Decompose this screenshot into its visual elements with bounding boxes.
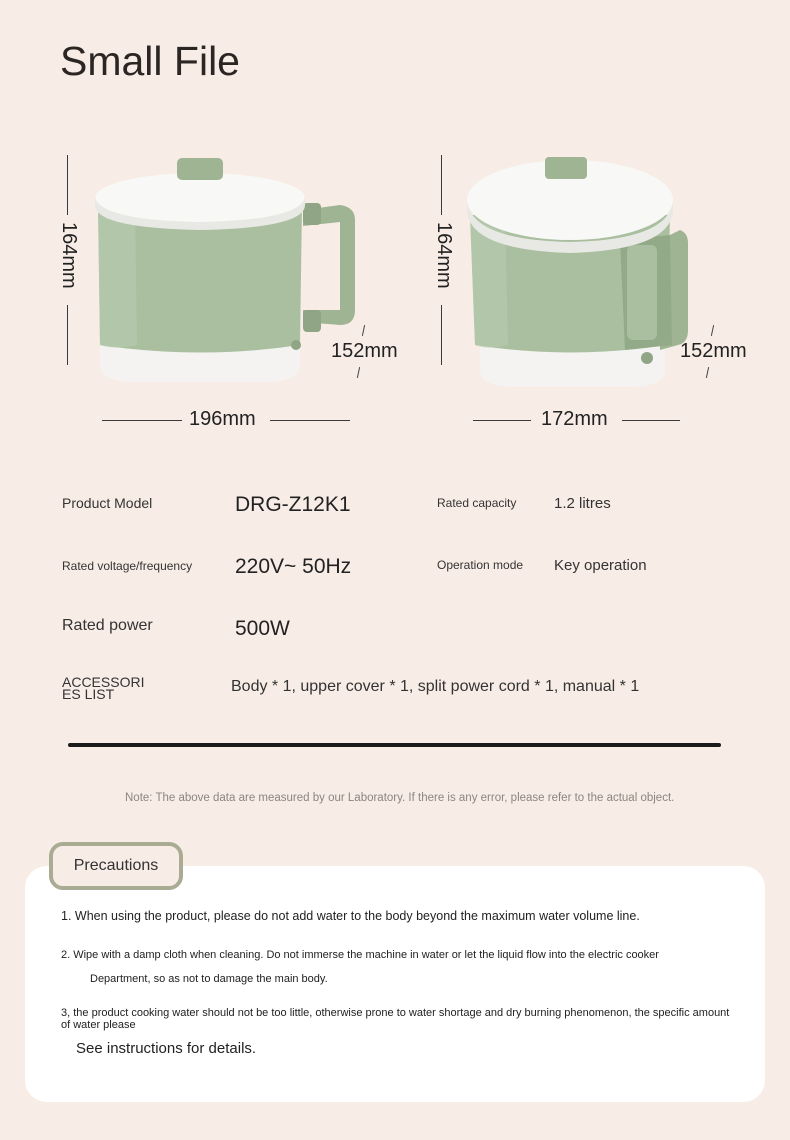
width-line-left-a <box>102 420 182 421</box>
page-title: Small File <box>60 38 240 84</box>
spec-accessories-label: ACCESSORI ES LIST <box>62 674 145 702</box>
spec-voltage-value: 220V~ 50Hz <box>235 555 352 578</box>
width-line-right-b <box>622 420 680 421</box>
height-line-left-top <box>67 155 68 215</box>
precautions-tag: Precautions <box>49 842 183 890</box>
handle-label-left: 152mm <box>331 340 398 362</box>
precaution-item-2-continued: Department, so as not to damage the main body. <box>90 973 328 985</box>
height-line-left-bottom <box>67 305 68 365</box>
cooker-side-view-image <box>430 145 770 440</box>
note-text: Note: The above data are measured by our Laboratory. If there is any error, please refer to the actual object. <box>125 792 675 804</box>
width-label-left: 196mm <box>189 408 256 430</box>
precaution-item-1: 1. When using the product, please do not add water to the body beyond the maximum water volume line. <box>61 909 640 923</box>
spec-operation-value: Key operation <box>554 557 647 574</box>
width-line-left-b <box>270 420 350 421</box>
width-line-right-a <box>473 420 531 421</box>
precaution-item-4: See instructions for details. <box>76 1040 257 1057</box>
handle-label-right: 152mm <box>680 340 747 362</box>
height-line-right-bottom <box>441 305 442 365</box>
divider <box>68 743 721 747</box>
spec-operation-label: Operation mode <box>437 558 524 572</box>
height-label-right: 164mm <box>433 222 455 289</box>
spec-capacity-label: Rated capacity <box>437 496 517 510</box>
height-line-right-top <box>441 155 442 215</box>
precaution-item-3: 3, the product cooking water should not be too little, otherwise prone to water shortage and dry burning phenomenon, the specific amount of water please <box>61 1007 730 1031</box>
spec-accessories-value: Body * 1, upper cover * 1, split power cord * 1, manual * 1 <box>231 678 640 695</box>
spec-capacity-value: 1.2 litres <box>554 495 611 512</box>
width-label-right: 172mm <box>541 408 608 430</box>
spec-model-value: DRG-Z12K1 <box>235 493 351 516</box>
spec-voltage-label: Rated voltage/frequency <box>62 559 193 573</box>
spec-model-label: Product Model <box>62 495 153 511</box>
cooker-front-view-image <box>55 150 415 440</box>
height-label-left: 164mm <box>58 222 80 289</box>
precaution-item-2: 2. Wipe with a damp cloth when cleaning. Do not immerse the machine in water or let the liquid flow into the electric cooker <box>61 949 659 961</box>
spec-power-value: 500W <box>235 617 290 640</box>
spec-power-label: Rated power <box>62 617 153 634</box>
